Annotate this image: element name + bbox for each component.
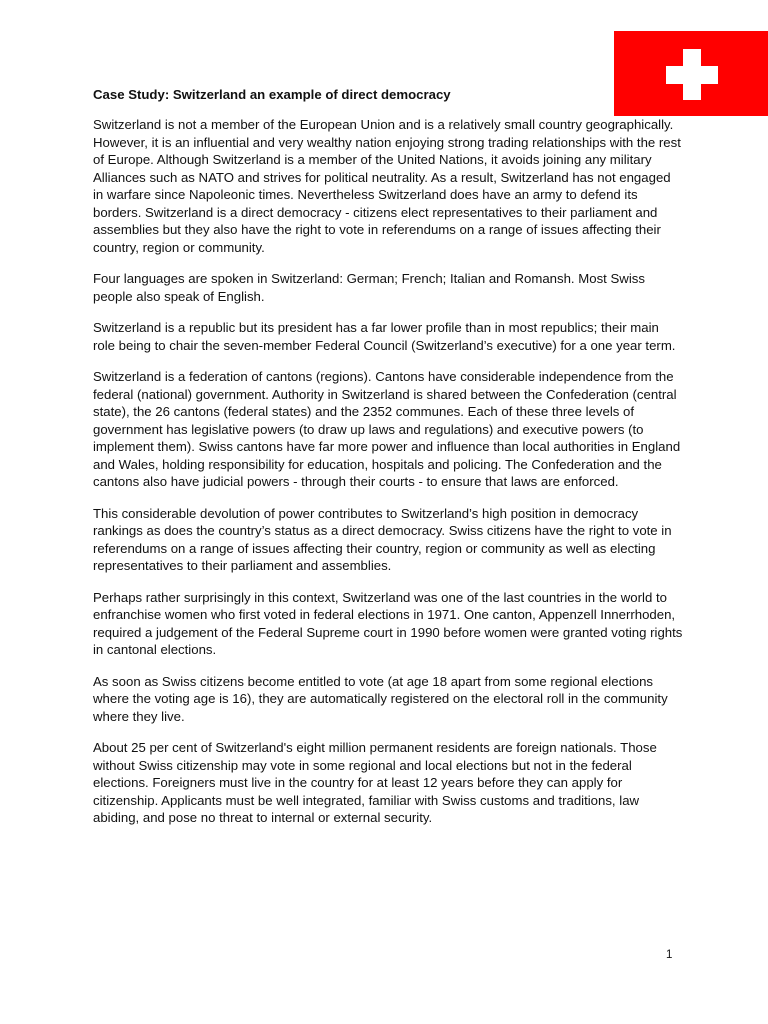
- document-body: [93, 86, 683, 841]
- flag-cross-horizontal: [666, 66, 718, 84]
- paragraph-cantons: Switzerland is a federation of cantons (regions). Cantons have considerable independence from the federal (national) government. Authority in Switzerland is shared between the Confederation (central state), the 26 cantons (federal states) and the 2352 communes. Each of these three levels of government has legislative powers (to draw up laws and regulations) and executive powers (to implement them). Swiss cantons have far more power and influence than local authorities in England and Wales, holding responsibility for education, hospitals and policing. The Confederation and the cantons also have judicial powers - through their courts - to ensure that laws are enforced.: [93, 369, 681, 489]
- paragraph-languages: Four languages are spoken in Switzerland: German; French; Italian and Romansh. Most Swiss people also speak of English.: [93, 271, 645, 304]
- paragraph-devolution: This considerable devolution of power contributes to Switzerland’s high position in democracy rankings as does the country’s status as a direct democracy. Swiss citizens have the right to vote in referendums on a range of issues affecting their country, region or community as well as electing representatives to their parliament and assemblies.: [93, 505, 672, 573]
- paragraph-women-suffrage: Perhaps rather surprisingly in this context, Switzerland was one of the last countries in the world to enfranchise women who first voted in federal elections in 1971. One canton, Appenzell Innerrhoden, required a judgement of the Federal Supreme court in 1990 before women were granted voting rights in cantonal elections.: [93, 589, 683, 657]
- paragraph-foreign-nationals: About 25 per cent of Switzerland's eight million permanent residents are foreign nationals. Those without Swiss citizenship may vote in some regional and local elections but not in the federal elections. Foreigners must live in the country for at least 12 years before they can apply for citizenship. Applicants must be well integrated, familiar with Swiss customs and traditions, law abiding, and pose no threat to internal or external security.: [93, 740, 657, 825]
- document-title: Case Study: Switzerland an example of direct democracy: [93, 87, 451, 102]
- paragraph-overview: Switzerland is not a member of the European Union and is a relatively small country geographically. However, it is an influential and very wealthy nation enjoying strong trading relationships with the rest of Europe. Although Switzerland is a member of the United Nations, it avoids joining any military Alliances such as NATO and strives for political neutrality. As a result, Switzerland has not engaged in warfare since Napoleonic times. Nevertheless Switzerland does have an army to defend its borders. Switzerland is a direct democracy - citizens elect representatives to their parliament and assemblies but they also have the right to vote in referendums on a range of issues affecting their country, region or community.: [93, 117, 681, 255]
- paragraph-republic: Switzerland is a republic but its president has a far lower profile than in most republics; their main role being to chair the seven-member Federal Council (Switzerland’s executive) for a one year term.: [93, 320, 676, 353]
- page-number: 1: [666, 949, 673, 961]
- paragraph-voter-registration: As soon as Swiss citizens become entitled to vote (at age 18 apart from some regional elections where the voting age is 16), they are automatically registered on the electoral roll in the community where they live.: [93, 673, 668, 724]
